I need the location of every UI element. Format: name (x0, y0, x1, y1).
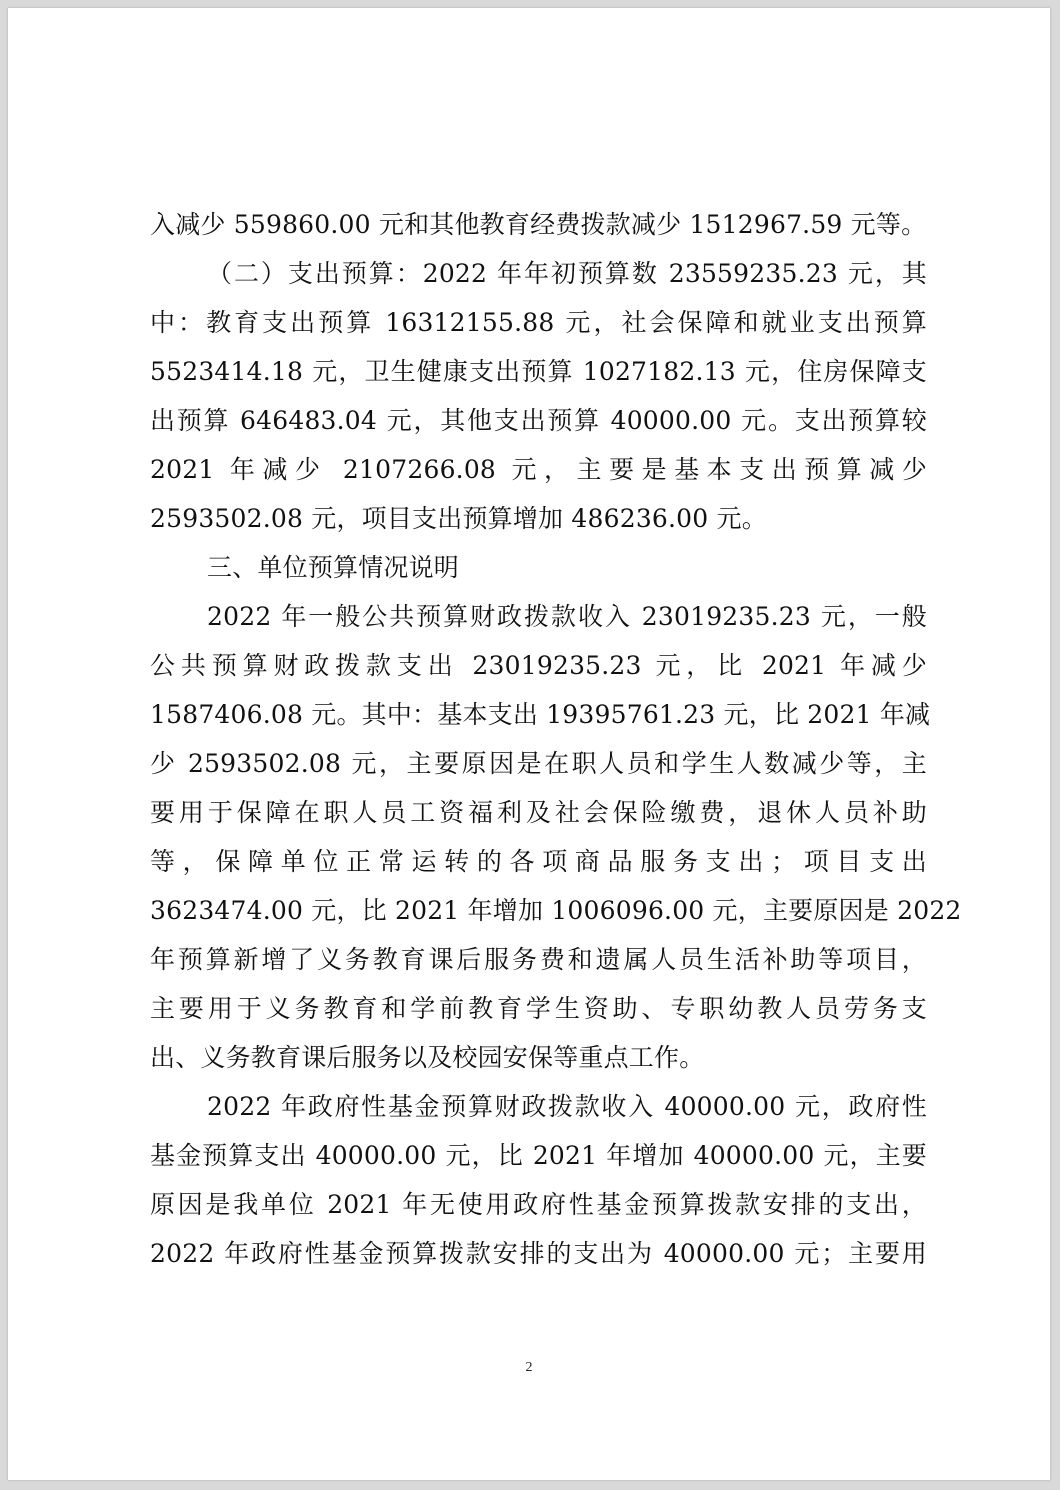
text-line: 三、单位预算情况说明 (207, 553, 460, 582)
text-line: 公共预算财政拨款支出 23019235.23 元，比 2021 年减少 (150, 651, 927, 680)
text-line: 5523414.18 元，卫生健康支出预算 1027182.13 元，住房保障支 (150, 357, 927, 386)
text-line: 2022 年政府性基金预算拨款安排的支出为 40000.00 元；主要用 (150, 1239, 927, 1268)
text-line: 出预算 646483.04 元，其他支出预算 40000.00 元。支出预算较 (150, 406, 927, 435)
text-line: （二）支出预算：2022 年年初预算数 23559235.23 元，其 (207, 259, 927, 288)
page-number: 2 (525, 1360, 533, 1375)
text-line: 少 2593502.08 元，主要原因是在职人员和学生人数减少等，主 (150, 749, 927, 778)
text-line: 入减少 559860.00 元和其他教育经费拨款减少 1512967.59 元等。 (150, 210, 927, 239)
text-line: 年预算新增了义务教育课后服务费和遗属人员生活补助等项目， (150, 945, 927, 974)
text-line: 2021 年减少 2107266.08 元，主要是基本支出预算减少 (150, 455, 927, 484)
text-line: 等，保障单位正常运转的各项商品服务支出；项目支出 (150, 847, 927, 876)
text-line: 中：教育支出预算 16312155.88 元，社会保障和就业支出预算 (150, 308, 927, 337)
text-line: 主要用于义务教育和学前教育学生资助、专职幼教人员劳务支 (150, 994, 927, 1023)
text-line: 2022 年政府性基金预算财政拨款收入 40000.00 元，政府性 (207, 1092, 927, 1121)
text-line: 3623474.00 元，比 2021 年增加 1006096.00 元，主要原因是 2022 (150, 896, 962, 925)
text-line: 1587406.08 元。其中：基本支出 19395761.23 元，比 2021 年减 (150, 700, 931, 729)
text-line: 原因是我单位 2021 年无使用政府性基金预算拨款安排的支出， (150, 1190, 927, 1219)
text-line: 2022 年一般公共预算财政拨款收入 23019235.23 元，一般 (207, 602, 927, 631)
text-line: 基金预算支出 40000.00 元，比 2021 年增加 40000.00 元，主要 (150, 1141, 927, 1170)
document-body (150, 200, 962, 1278)
text-line: 出、义务教育课后服务以及校园安保等重点工作。 (150, 1043, 705, 1072)
document-page (8, 8, 1050, 1480)
text-line: 要用于保障在职人员工资福利及社会保险缴费，退休人员补助 (150, 798, 927, 827)
text-line: 2593502.08 元，项目支出预算增加 486236.00 元。 (150, 504, 767, 533)
